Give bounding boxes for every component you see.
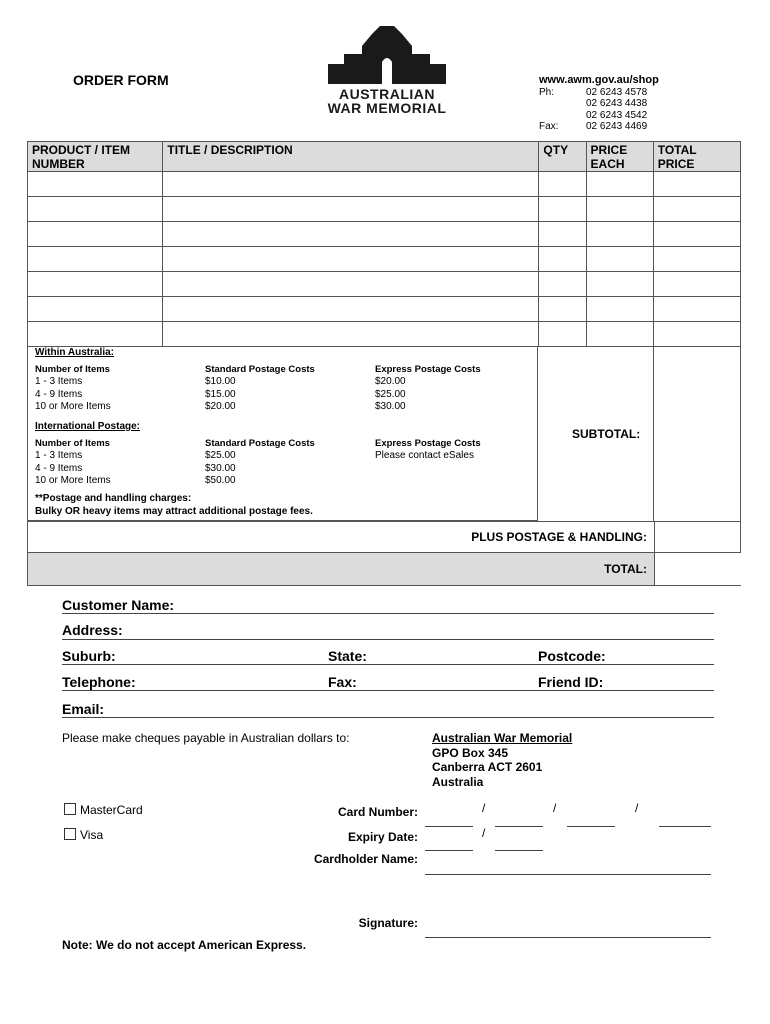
visa-label: Visa bbox=[80, 828, 104, 842]
cell-qty[interactable] bbox=[539, 272, 586, 297]
mastercard-checkbox[interactable] bbox=[64, 803, 76, 815]
customer-name-field[interactable] bbox=[62, 613, 714, 614]
table-row bbox=[28, 297, 741, 322]
cell-item-number[interactable] bbox=[28, 197, 163, 222]
card-number-field-3[interactable] bbox=[567, 826, 615, 827]
intl-row-express: Please contact eSales bbox=[375, 450, 474, 461]
telephone-label: Telephone: bbox=[62, 674, 136, 690]
fax-number: 02 6243 4469 bbox=[586, 121, 648, 132]
friend-id-label: Friend ID: bbox=[538, 674, 604, 690]
payee-name: Australian War Memorial bbox=[432, 731, 573, 745]
card-number-separator: / bbox=[635, 801, 639, 815]
cell-item-number[interactable] bbox=[28, 172, 163, 197]
order-table-header bbox=[28, 142, 741, 172]
cell-price-each[interactable] bbox=[586, 297, 653, 322]
postage-note bbox=[35, 493, 313, 518]
cell-price-each[interactable] bbox=[586, 247, 653, 272]
amex-note: Note: We do not accept American Express. bbox=[62, 938, 307, 952]
payee-line: GPO Box 345 bbox=[432, 745, 509, 760]
within-row-standard: $10.00 bbox=[205, 376, 236, 387]
payee-line: Canberra ACT 2601 bbox=[432, 760, 543, 774]
within-col-items: Number of Items bbox=[35, 364, 110, 375]
table-row bbox=[28, 197, 741, 222]
cell-item-number[interactable] bbox=[28, 247, 163, 272]
phone-2: 02 6243 4438 bbox=[586, 98, 648, 109]
col-price-each: PRICE EACH bbox=[586, 142, 653, 172]
cell-total-price[interactable] bbox=[653, 322, 740, 347]
phone-label: Ph: bbox=[539, 86, 555, 98]
table-row bbox=[28, 172, 741, 197]
cheque-instructions: Please make cheques payable in Australian dollars to: bbox=[62, 731, 350, 745]
cell-description[interactable] bbox=[163, 172, 539, 197]
telephone-fax-friendid-field[interactable] bbox=[62, 690, 714, 691]
cell-price-each[interactable] bbox=[586, 197, 653, 222]
within-items-list bbox=[35, 376, 111, 414]
intl-row-standard: $50.00 bbox=[205, 475, 236, 486]
total-label: TOTAL: bbox=[604, 562, 647, 576]
col-total-price: TOTAL PRICE bbox=[653, 142, 740, 172]
within-row-express: $30.00 bbox=[375, 401, 406, 412]
expiry-month-field[interactable] bbox=[425, 850, 473, 851]
cell-total-price[interactable] bbox=[653, 222, 740, 247]
col-title-description: TITLE / DESCRIPTION bbox=[163, 142, 539, 172]
form-title: ORDER FORM bbox=[73, 72, 169, 88]
cell-total-price[interactable] bbox=[653, 272, 740, 297]
suburb-state-postcode-field[interactable] bbox=[62, 664, 714, 665]
cell-qty[interactable] bbox=[539, 247, 586, 272]
table-row bbox=[28, 322, 741, 347]
cell-item-number[interactable] bbox=[28, 222, 163, 247]
within-row-items: 10 or More Items bbox=[35, 401, 111, 412]
card-number-field-4[interactable] bbox=[659, 826, 711, 827]
total-value[interactable] bbox=[654, 553, 742, 585]
mastercard-label: MasterCard bbox=[80, 803, 143, 817]
fax-field-label: Fax: bbox=[328, 674, 357, 690]
phone-1: 02 6243 4578 bbox=[586, 86, 648, 98]
intl-row-items: 4 - 9 Items bbox=[35, 462, 83, 474]
logo-line1: AUSTRALIAN bbox=[339, 86, 435, 102]
state-label: State: bbox=[328, 648, 367, 664]
col-qty: QTY bbox=[539, 142, 586, 172]
expiry-year-field[interactable] bbox=[495, 850, 543, 851]
international-heading: International Postage: bbox=[35, 421, 141, 432]
signature-label: Signature: bbox=[358, 916, 418, 930]
phone-3: 02 6243 4542 bbox=[586, 109, 648, 121]
fax-label: Fax: bbox=[539, 121, 559, 132]
within-express-list bbox=[375, 376, 406, 414]
cell-price-each[interactable] bbox=[586, 172, 653, 197]
intl-items-list bbox=[35, 450, 111, 488]
total-row bbox=[27, 553, 741, 586]
cardholder-name-field[interactable] bbox=[425, 874, 711, 875]
cell-qty[interactable] bbox=[539, 172, 586, 197]
intl-row-items: 10 or More Items bbox=[35, 475, 111, 486]
within-col-standard: Standard Postage Costs bbox=[205, 364, 315, 375]
contact-block bbox=[539, 75, 659, 133]
intl-col-items: Number of Items bbox=[35, 438, 110, 449]
within-row-standard: $20.00 bbox=[205, 401, 236, 412]
signature-field[interactable] bbox=[425, 937, 711, 938]
table-row bbox=[28, 222, 741, 247]
memorial-building-icon bbox=[324, 24, 450, 84]
within-row-express: $25.00 bbox=[375, 388, 406, 400]
table-row bbox=[28, 272, 741, 297]
cardholder-name-label: Cardholder Name: bbox=[313, 852, 418, 866]
within-row-standard: $15.00 bbox=[205, 388, 236, 400]
address-label: Address: bbox=[62, 622, 123, 638]
customer-name-label: Customer Name: bbox=[62, 597, 175, 613]
cell-description[interactable] bbox=[163, 247, 539, 272]
cell-description[interactable] bbox=[163, 297, 539, 322]
card-number-separator: / bbox=[553, 801, 557, 815]
cell-total-price[interactable] bbox=[653, 297, 740, 322]
expiry-separator: / bbox=[482, 826, 486, 840]
intl-express-list bbox=[375, 450, 474, 463]
order-table bbox=[27, 141, 741, 347]
cell-description[interactable] bbox=[163, 197, 539, 222]
cell-item-number[interactable] bbox=[28, 322, 163, 347]
intl-col-standard: Standard Postage Costs bbox=[205, 438, 315, 449]
expiry-date-label: Expiry Date: bbox=[347, 830, 418, 844]
cell-price-each[interactable] bbox=[586, 322, 653, 347]
payee-line: Australia bbox=[432, 774, 484, 789]
intl-row-standard: $25.00 bbox=[205, 450, 236, 461]
cell-description[interactable] bbox=[163, 222, 539, 247]
card-number-field-1[interactable] bbox=[425, 826, 473, 827]
subtotal-label: SUBTOTAL: bbox=[572, 427, 641, 441]
col-product-item-number: PRODUCT / ITEM NUMBER bbox=[28, 142, 163, 172]
postage-note-line1: **Postage and handling charges: bbox=[35, 493, 192, 504]
within-australia-heading: Within Australia: bbox=[35, 347, 114, 358]
email-field[interactable] bbox=[62, 717, 714, 718]
visa-checkbox[interactable] bbox=[64, 828, 76, 840]
cell-qty[interactable] bbox=[539, 322, 586, 347]
postage-handling-row bbox=[27, 521, 741, 553]
cell-qty[interactable] bbox=[539, 222, 586, 247]
card-number-separator: / bbox=[482, 801, 486, 815]
postcode-label: Postcode: bbox=[538, 648, 606, 664]
table-row bbox=[28, 247, 741, 272]
intl-row-standard: $30.00 bbox=[205, 462, 236, 474]
mastercard-option[interactable] bbox=[64, 803, 143, 817]
payee-address bbox=[432, 731, 572, 789]
within-col-express: Express Postage Costs bbox=[375, 364, 481, 375]
cell-description[interactable] bbox=[163, 272, 539, 297]
postage-note-line2: Bulky OR heavy items may attract additional postage fees. bbox=[35, 505, 313, 517]
cell-total-price[interactable] bbox=[653, 197, 740, 222]
logo-line2: WAR MEMORIAL bbox=[327, 100, 447, 116]
within-row-items: 4 - 9 Items bbox=[35, 388, 83, 400]
cell-price-each[interactable] bbox=[586, 222, 653, 247]
postage-info bbox=[27, 346, 538, 521]
email-label: Email: bbox=[62, 701, 105, 717]
intl-col-express: Express Postage Costs bbox=[375, 438, 481, 449]
subtotal-value[interactable] bbox=[654, 346, 741, 521]
suburb-label: Suburb: bbox=[62, 648, 116, 664]
cell-price-each[interactable] bbox=[586, 272, 653, 297]
cell-total-price[interactable] bbox=[653, 247, 740, 272]
intl-row-items: 1 - 3 Items bbox=[35, 450, 83, 461]
visa-option[interactable] bbox=[64, 828, 103, 842]
within-standard-list bbox=[205, 376, 236, 414]
cell-qty[interactable] bbox=[539, 197, 586, 222]
awm-logo bbox=[324, 24, 450, 116]
cell-item-number[interactable] bbox=[28, 272, 163, 297]
cell-item-number[interactable] bbox=[28, 297, 163, 322]
card-number-field-2[interactable] bbox=[495, 826, 543, 827]
postage-handling-label: PLUS POSTAGE & HANDLING: bbox=[471, 530, 647, 544]
website-link[interactable]: www.awm.gov.au/shop bbox=[539, 74, 659, 86]
cell-qty[interactable] bbox=[539, 297, 586, 322]
cell-description[interactable] bbox=[163, 322, 539, 347]
within-row-express: $20.00 bbox=[375, 376, 406, 387]
address-field[interactable] bbox=[62, 639, 714, 640]
card-number-label: Card Number: bbox=[337, 805, 418, 819]
within-row-items: 1 - 3 Items bbox=[35, 376, 83, 387]
cell-total-price[interactable] bbox=[653, 172, 740, 197]
intl-standard-list bbox=[205, 450, 236, 488]
